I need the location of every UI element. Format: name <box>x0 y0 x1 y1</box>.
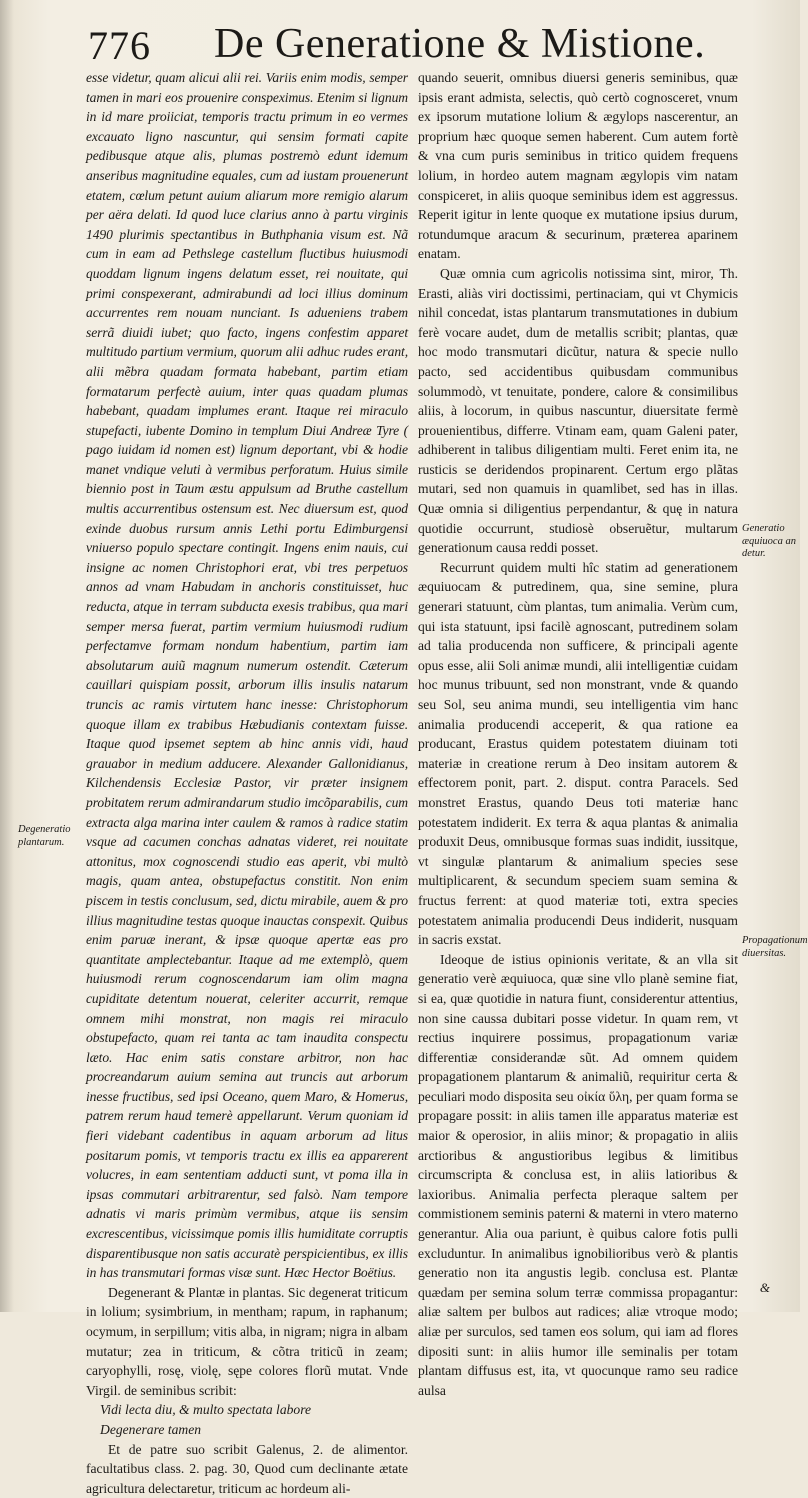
left-paragraph-3: Et de patre suo scribit Galenus, 2. de alimentor. facultatibus class. 2. pag. 30, Quod cum declinante ætate agricultura delectaretur, triticum ac hordeum ali- <box>86 1441 408 1496</box>
gutter-shadow <box>0 0 14 1312</box>
page-number: 776 <box>88 23 151 68</box>
page-header <box>62 18 776 68</box>
left-column <box>86 68 408 1496</box>
left-paragraph-2: Degenerant & Plantæ in plantas. Sic degenerat triticum in lolium; sysimbrium, in mentham; rapum, in raphanum; ocymum, in serpillum; vitis alba, in nigram; nigra in albam mutatur; zea in triticum, & cõtra triticũ in zeam; caryophylli, rosę, violę, sępe colores florũ mutat. Vnde Virgil. de seminibus scribit: <box>86 1284 408 1398</box>
running-title: De Generatione & Mistione. <box>214 21 706 67</box>
right-paragraph-2: Quæ omnia cum agricolis notissima sint, miror, Th. Erasti, aliàs viri doctissimi, pertinaciam, qui vt Chymicis nihil concedat, istas plantarum transmutationes in dubium ferè vocare audet, dum de metallis scribit; plantas, quæ hoc modo transmutari dicũtur, natura & specie nullo pacto, sed accidentibus quibusdam communibus solummodò, vt tenuitate, pondere, calore & consimilibus aliis, à locorum, in quibus nascuntur, diuersitate fermè prouenientibus, differre. Vtinam eam, quam Galeni pater, adhiberent in talibus diligentiam multi. Feret enim ita, ne rusticis se deridendos propinarent. Certum ergo plãtas mutari, sed non quamuis in quamlibet, sed has in illas. Quæ omnia si diligentius perpendantur, & quę in natura quotidie occurrunt, studiosè obseruẽtur, multarum generationum causa reddi posset. <box>418 265 738 556</box>
catchword: & <box>759 1280 770 1295</box>
right-column <box>418 68 738 1398</box>
virgil-quote-line-2: Degenerare tamen <box>100 1421 202 1437</box>
right-paragraph-3: Recurrunt quidem multi hîc statim ad generationem æquiuocam & putredinem, qua, sine semine, plura generari statuunt, cùm plantas, tum animalia. Verùm cum, qui ista statuunt, ipsi facilè agnoscant, putredinem solam ad talia producenda non sufficere, & principali agente opus esse, alii Soli animæ mundi, alii intelligentiæ cuidam hoc munus tribuunt, sed non monstrant, vnde & quando seu Sol, seu anima mundi, seu intelligentia vim hanc animalia producendi acceperit, & qua ratione ea producant, Erastus quidem potestatem diuinam toti materiæ in creatione rerum à Deo insitam autorem & effectorem ponit, part. 2. disput. contra Paracels. Sed monstret Erastus, quando Deus toti materiæ hanc potestatem indiderit. Ex terra & aqua plantas & animalia produxit Deus, omnibusque formas suas indidit, iussitque, vt singulæ plantarum & animalium species sese multiplicarent, & secundum speciem suam semina & fructus ferrent: at quod materiæ toti, extra species potestatem animalia producendi Deus indiderit, nusquam in sacris exstat. <box>418 559 738 948</box>
margin-note-generatio: Generatio æquiuoca an detur. <box>742 523 796 559</box>
right-paragraph-1: quando seuerit, omnibus diuersi generis seminibus, quæ ipsis erant admista, selectis, quò certò cognosceret, vnum ex ipsorum mutatione lolium & ægylops nascerentur, an proprium hæc quoque semen haberent. Cum autem fortè & vna cum puris seminibus in tritico quidem frequens lolium, in hordeo autem magnam ægylopis vim natam conspiceret, in aliis quoque seminibus idem est aggressus. Reperit igitur in lente quoque ex mutatione ipsius durum, rotundumque aracum & securinum, præterea aparinem enatam. <box>418 70 738 262</box>
virgil-quote-line-1: Vidi lecta diu, & multo spectata labore <box>100 1402 312 1418</box>
left-paragraph-1: esse videtur, quam alicui alii rei. Variis enim modis, semper tamen in mari eos prouenire conspeximus. Etenim si lignum in id mare proiiciat, temporis tractu primum in eo vermes excauato ligno nascuntur, qui sensim formati capite pedibusque atque alis, plumas postremò edunt idemum anseribus magnitudine equales, cum ad iustam prouenerunt etatem, cœlum petunt auium aliarum more remigio alarum per aëra delati. Id quod luce clarius anno à partu virginis 1490 plurimis spectantibus in Buthphania visum est. Nã cum in eam ad Pethslege castellum fluctibus huiusmodi quoddam lignum ingens delatum esset, rei nouitate, qui primi conspexerant, admirabundi ad loci illius dominum accurrentes rem nouam nunciant. Is adueniens trabem serrã diuidi iubet; quo facto, ingens confestim apparet multitudo partium vermium, quorum alii adhuc rudes erant, alii mẽbra quadam formata habebant, partim etiam formatarum perfectè auium, inter quas quadam plumas habebant, quadam implumes erant. Itaque rei miraculo stupefacti, iubente Domino in templum Diui Andreæ Tyre ( pago iuidam id nomen est) lignum deportant, vbi & hodie manet vndique veluti à vermibus perforatum. Huius simile biennio post in Taum æstu appulsum ad Bruthe castellum multis accurrentibus ostensum est. Nec diuersum est, quod exinde duobus rursum annis Lethi portu Edimburgensi vniuerso populo spectare contingit. Ingens enim nauis, cui insigne ac nomen Christophori erat, vbi tres perpetuos annos ad vnam Habudam in anchoris constituisset, huc reducta, atque in terram subducta exesis trabibus, qua mari semper mersa fuerat, partim vermium huiusmodi rudium perfectamve formam nondum habentium, partim iam absolutarum auiũ magnum numerum ostendit. Cæterum cauillari quispiam possit, arborum illis insulis natarum truncis ac ramis virtutem hanc inesse: Christophorum quoque illam ex trabibus Hæbudianis contextam fuisse. Itaque quod ipsemet septem ab hinc annis vidi, haud grauabor in medium adducere. Alexander Gallonidianus, Kilchendensis Ecclesiæ Pastor, vir præter insignem probitatem rerum admirandarum studio imcõparabilis, cum extracta alga marina inter caulem & ramos à radice statim vsque ad cacumen conchas adnatas videret, rei nouitate attonitus, mox cognoscendi studio eas aperit, vbi multò magis, quam antea, obstupefactus constitit. Non enim piscem in testis conclusum, sed, dictu mirabile, auem & pro illius magnitudine testas quoque inauctas conspexit. Quibus enim paruæ inerant, & ipsæ quoque apertæ eas pro quantitate amplectebantur. Itaque ad me extemplò, quem huiusmodi rerum cognoscendarum iam olim magna cupiditate detentum nouerat, celeriter accurrit, remque omnem mihi monstrat, non magis rei miraculo obstupefacto, quam rei tanta ac tam inaudita conspectu læto. Hac enim satis constare arbitror, non hac procreandarum auium semina aut truncis aut arborum inesse fructibus, sed ipsi Oceano, quem Maro, & Homerus, patrem rerum haud temerè appellarunt. Verum quoniam id fieri videbant cadentibus in aquam arborum ad litus positarum pomis, vt temporis tractu ex illis ea apparerent volucres, in eam sententiam adducti sunt, vt poma illa in ipsas commutari arbitrarentur, sed falsò. Nam tempore adnatis vi maris primùm vermibus, atque iis sensim excrescentibus, vicissimque pomis illis humiditate corruptis disparentibusque non satis accuratè perspicientibus, ex illis in has transmutari formas visæ sunt. Hæc Hector Boëtius. <box>86 70 408 1281</box>
right-paragraph-4: Ideoque de istius opinionis veritate, & an vlla sit generatio verè æquiuoca, quæ sine vllo planè semine fiat, si ea, quæ quotidie in natura fiunt, considerentur attentius, non sine caussa dubitari posse videtur. In quam rem, vt rectius inquirere possimus, propagationum variæ differentiæ considerandæ sũt. Ad omnem quidem propagationem plantarum & animaliũ, requiritur certa & peculiari modo disposita seu οἰκία ὕλη, per quam forma se propagare possit: in aliis tamen ille apparatus materiæ est maior & operosior, in aliis minor; & propagatio in aliis arctioribus & angustioribus legibus & limitibus circumscripta & conclusa est, in aliis latioribus & laxioribus. Animalia perfecta pleraque saltem per commistionem seminis paterni & materni in vtero materno generantur. Alia oua pariunt, è quibus calore fotis pulli excluduntur. In animalibus ignobilioribus verò & plantis generatio non ita angustis legib. conclusa est. Plantæ quædam per semina solum terræ commissa propagantur: aliæ saltem per bulbos aut radices; aliæ vtroque modo; aliæ per surculos, sed tamen eos solum, qui iam ad flores dipositi sunt: in aliis humor ille seminalis per totam plantam diffusus est, ita, vt quocunque ramo seu radice aulsa <box>418 951 738 1398</box>
margin-note-degeneratio: Degeneratio plantarum. <box>18 824 71 848</box>
margin-note-propagationum: Propagationum diuersitas. <box>742 935 808 959</box>
